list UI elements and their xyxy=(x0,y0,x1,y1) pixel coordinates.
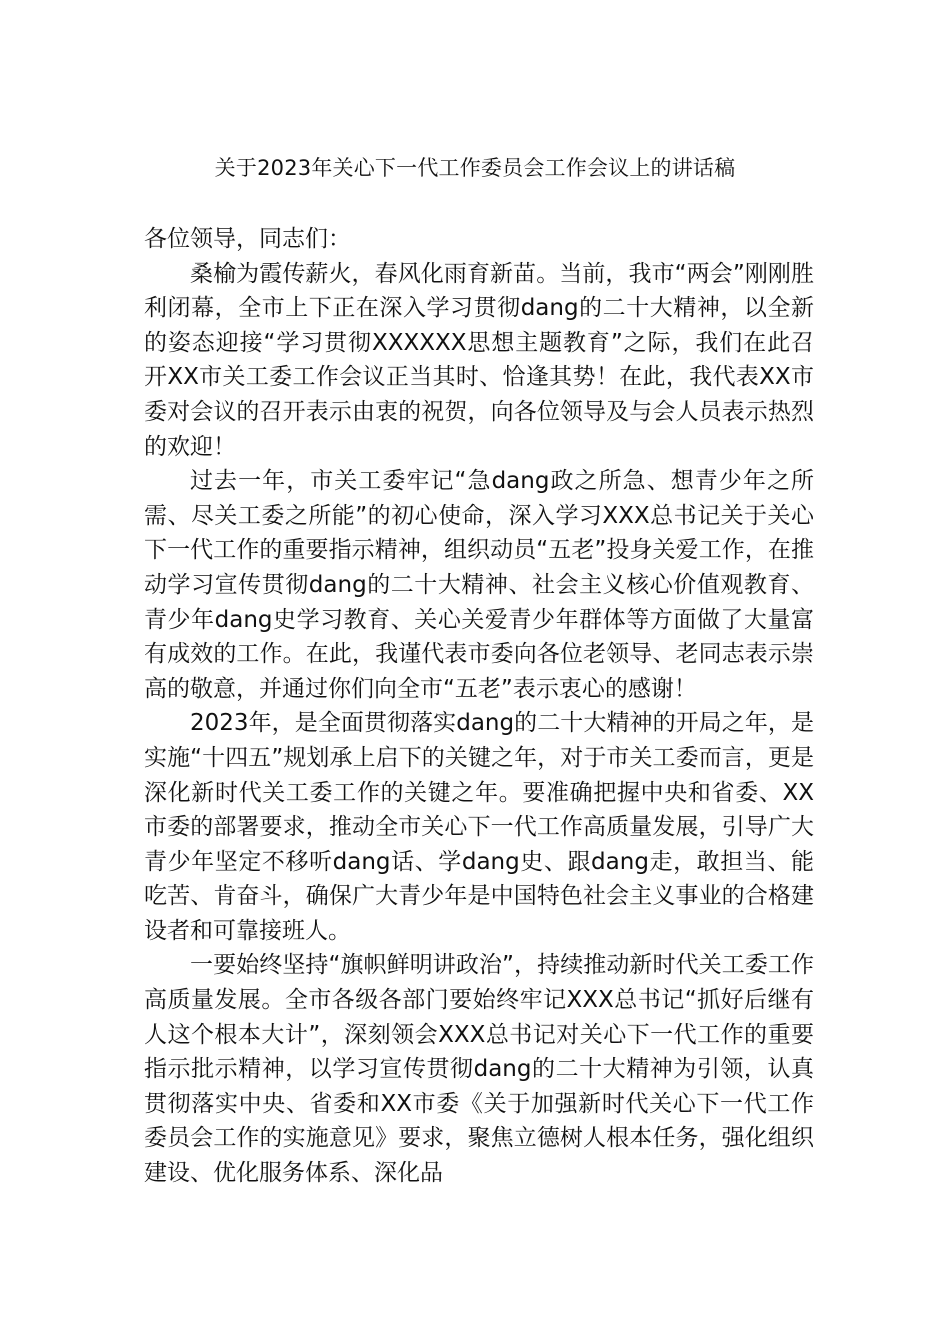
paragraph-1: 桑榆为霞传薪火，春风化雨育新苗。当前，我市“两会”刚刚胜利闭幕，全市上下正在深入学习贯彻dang的二十大精神，以全新的姿态迎接“学习贯彻XXXXXX思想主题教育”之际，我们在此召开XX市关工委工作会议正当其时、恰逢其势！在此，我代表XX市委对会议的召开表示由衷的祝贺，向各位领导及与会人员表示热烈的欢迎！ xyxy=(144,260,814,460)
paragraph-4: 一要始终坚持“旗帜鲜明讲政治”，持续推动新时代关工委工作高质量发展。全市各级各部门要始终牢记XXX总书记“抓好后继有人这个根本大计”，深刻领会XXX总书记对关心下一代工作的重要指示批示精神，以学习宣传贯彻dang的二十大精神为引领，认真贯彻落实中央、省委和XX市委《关于加强新时代关心下一代工作委员会工作的实施意见》要求，聚焦立德树人根本任务，强化组织建设、优化服务体系、深化品 xyxy=(144,952,814,1187)
paragraph-3: 2023年，是全面贯彻落实dang的二十大精神的开局之年，是实施“十四五”规划承上启下的关键之年，对于市关工委而言，更是深化新时代关工委工作的关键之年。要准确把握中央和省委、XX市委的部署要求，推动全市关心下一代工作高质量发展，引导广大青少年坚定不移听dang话、学dang史、跟dang走，敢担当、能吃苦、肯奋斗，确保广大青少年是中国特色社会主义事业的合格建设者和可靠接班人。 xyxy=(144,710,814,944)
paragraph-2: 过去一年，市关工委牢记“急dang政之所急、想青少年之所需、尽关工委之所能”的初心使命，深入学习XXX总书记关于关心下一代工作的重要指示精神，组织动员“五老”投身关爱工作，在推动学习宣传贯彻dang的二十大精神、社会主义核心价值观教育、青少年dang史学习教育、关心关爱青少年群体等方面做了大量富有成效的工作。在此，我谨代表市委向各位老领导、老同志表示崇高的敬意，并通过你们向全市“五老”表示衷心的感谢！ xyxy=(144,468,814,702)
document-body xyxy=(144,222,814,1191)
document-title: 关于2023年关心下一代工作委员会工作会议上的讲话稿 xyxy=(214,156,736,180)
greeting-line: 各位领导，同志们： xyxy=(144,226,351,252)
